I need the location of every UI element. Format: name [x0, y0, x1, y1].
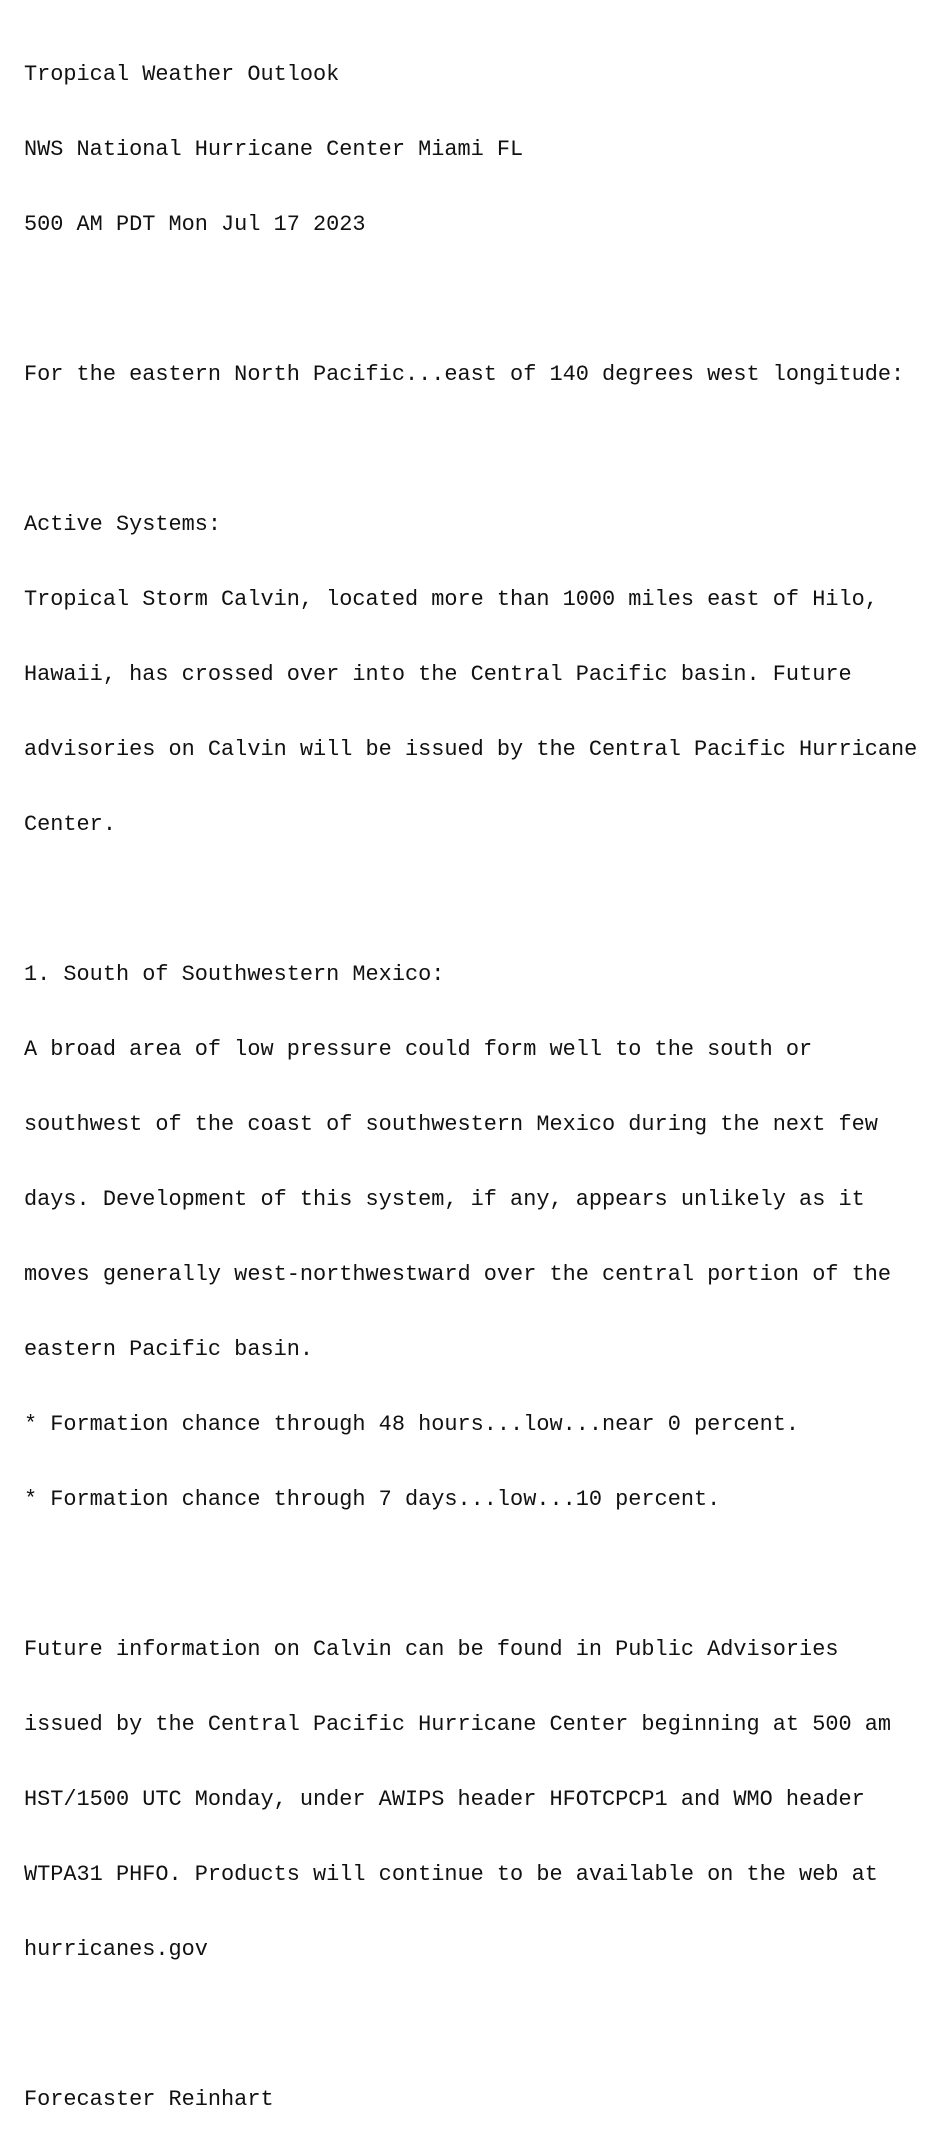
- active-systems-heading: Active Systems:: [24, 512, 222, 537]
- active-systems-line: Center.: [24, 812, 116, 837]
- blank-line: [24, 437, 917, 462]
- formation-chance-7d: * Formation chance through 7 days...low...10 percent.: [24, 1487, 721, 1512]
- future-info-line: issued by the Central Pacific Hurricane Center beginning at 500 am: [24, 1712, 892, 1737]
- future-info-line: hurricanes.gov: [24, 1937, 208, 1962]
- area-1-line: days. Development of this system, if any, appears unlikely as it: [24, 1187, 865, 1212]
- active-systems-line: Tropical Storm Calvin, located more than 1000 miles east of Hilo,: [24, 587, 878, 612]
- active-systems-line: Hawaii, has crossed over into the Central Pacific basin. Future: [24, 662, 852, 687]
- forecaster-signature: Forecaster Reinhart: [24, 2087, 274, 2112]
- area-1-line: moves generally west-northwestward over the central portion of the: [24, 1262, 892, 1287]
- active-systems-line: advisories on Calvin will be issued by the Central Pacific Hurricane: [24, 737, 918, 762]
- blank-line: [24, 1562, 917, 1587]
- future-info-line: Future information on Calvin can be found in Public Advisories: [24, 1637, 839, 1662]
- blank-line: [24, 287, 917, 312]
- blank-line: [24, 2012, 917, 2037]
- formation-chance-48h: * Formation chance through 48 hours...low...near 0 percent.: [24, 1412, 800, 1437]
- area-1-heading: 1. South of Southwestern Mexico:: [24, 962, 445, 987]
- area-1-line: southwest of the coast of southwestern Mexico during the next few: [24, 1112, 878, 1137]
- future-info-line: WTPA31 PHFO. Products will continue to be available on the web at: [24, 1862, 878, 1887]
- basin-scope: For the eastern North Pacific...east of 140 degrees west longitude:: [24, 362, 905, 387]
- area-1-line: eastern Pacific basin.: [24, 1337, 314, 1362]
- outlook-document: [24, 12, 917, 2137]
- blank-line: [24, 887, 917, 912]
- area-1-line: A broad area of low pressure could form well to the south or: [24, 1037, 813, 1062]
- issuing-office: NWS National Hurricane Center Miami FL: [24, 137, 524, 162]
- issue-time: 500 AM PDT Mon Jul 17 2023: [24, 212, 366, 237]
- future-info-line: HST/1500 UTC Monday, under AWIPS header HFOTCPCP1 and WMO header: [24, 1787, 865, 1812]
- product-title: Tropical Weather Outlook: [24, 62, 340, 87]
